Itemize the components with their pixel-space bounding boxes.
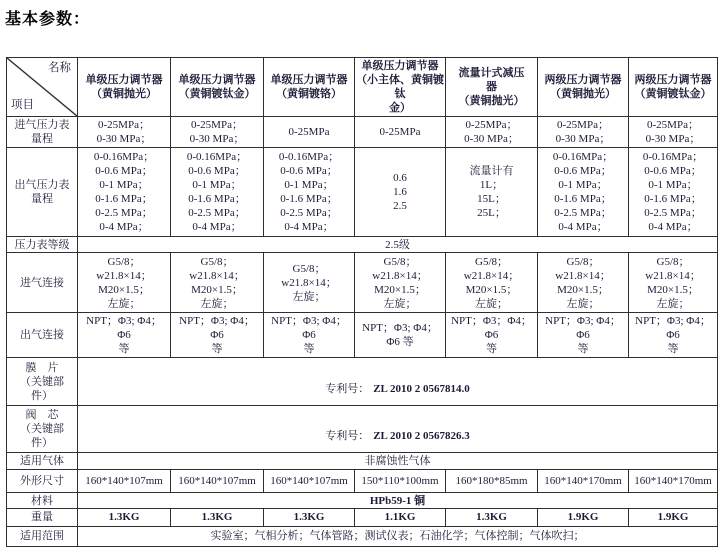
cell: 0-0.16MPa； 0-0.6 MPa； 0-1 MPa； 0-1.6 MPa； 0-2.5 MPa； 0-4 MPa；	[264, 148, 355, 237]
cell: NPT；Φ3; Φ4；Φ6 等	[355, 313, 446, 358]
cell: 160*140*170mm	[629, 470, 718, 493]
cell: 1.3KG	[78, 509, 171, 527]
row-label: 重量	[7, 509, 78, 527]
merged-cell: 实验室；气相分析；气体管路；测试仪表；石油化学；气体控制；气体吹扫；	[78, 527, 718, 547]
cell: 1.9KG	[538, 509, 629, 527]
table-row-application-scope	[7, 527, 718, 547]
row-label: 膜 片 （关键部 件）	[7, 358, 78, 406]
row-label: 出气压力表 量程	[7, 148, 78, 237]
patent-number: ZL 2010 2 0567826.3	[373, 430, 470, 442]
column-header: 两级压力调节器 （黄铜镀钛金）	[629, 58, 718, 117]
row-label: 压力表等级	[7, 237, 78, 253]
table-header-row	[7, 58, 718, 117]
merged-cell: HPb59-1 铜	[78, 493, 718, 509]
cell: G5/8； w21.8×14； 左旋；	[264, 253, 355, 313]
column-header: 单级压力调节器 （黄铜抛光）	[78, 58, 171, 117]
cell: NPT；Φ3; Φ4； Φ6 等	[264, 313, 355, 358]
cell: 流量计有 1L； 15L； 25L；	[446, 148, 538, 237]
row-label: 适用范围	[7, 527, 78, 547]
cell: NPT；Φ3; Φ4； Φ6 等	[538, 313, 629, 358]
cell: G5/8； w21.8×14； M20×1.5； 左旋；	[446, 253, 538, 313]
cell: 0-0.16MPa； 0-0.6 MPa； 0-1 MPa； 0-1.6 MPa； 0-2.5 MPa； 0-4 MPa；	[629, 148, 718, 237]
table-row-weight	[7, 509, 718, 527]
cell: NPT；Φ3; Φ4； Φ6 等	[629, 313, 718, 358]
row-label: 阀 芯 （关键部 件）	[7, 406, 78, 453]
table-row-material	[7, 493, 718, 509]
merged-cell-patent	[78, 406, 718, 453]
row-label: 适用气体	[7, 453, 78, 470]
cell: 0-25MPa； 0-30 MPa；	[629, 117, 718, 148]
table-row-dimensions	[7, 470, 718, 493]
table-row-applicable-gas	[7, 453, 718, 470]
cell: G5/8； w21.8×14； M20×1.5； 左旋；	[355, 253, 446, 313]
cell: 160*140*170mm	[538, 470, 629, 493]
patent-prefix: 专利号：	[325, 382, 370, 395]
cell: NPT；Φ3；Φ4；Φ6 等	[446, 313, 538, 358]
row-label: 出气连接	[7, 313, 78, 358]
cell: 0-25MPa； 0-30 MPa；	[446, 117, 538, 148]
cell: 0-25MPa； 0-30 MPa；	[78, 117, 171, 148]
patent-number: ZL 2010 2 0567814.0	[373, 382, 470, 395]
column-header: 两级压力调节器 （黄铜抛光）	[538, 58, 629, 117]
table-row-inlet-connection	[7, 253, 718, 313]
cell: 0-0.16MPa； 0-0.6 MPa； 0-1 MPa； 0-1.6 MPa； 0-2.5 MPa； 0-4 MPa；	[78, 148, 171, 237]
table-row-diaphragm	[7, 358, 718, 406]
cell: G5/8； w21.8×14； M20×1.5； 左旋；	[629, 253, 718, 313]
row-label: 外形尺寸	[7, 470, 78, 493]
cell: 0-25MPa； 0-30 MPa；	[538, 117, 629, 148]
row-label: 进气压力表 量程	[7, 117, 78, 148]
table-row-inlet-gauge-range	[7, 117, 718, 148]
cell: 0-25MPa	[355, 117, 446, 148]
cell: G5/8； w21.8×14； M20×1.5； 左旋；	[78, 253, 171, 313]
cell: 160*140*107mm	[78, 470, 171, 493]
cell: 1.9KG	[629, 509, 718, 527]
column-header: 单级压力调节器 （黄铜镀铬）	[264, 58, 355, 117]
column-header: 单级压力调节器 （黄铜镀钛金）	[171, 58, 264, 117]
column-header: 流量计式减压 器 （黄铜抛光）	[446, 58, 538, 117]
cell: 150*110*100mm	[355, 470, 446, 493]
merged-cell: 非腐蚀性气体	[78, 453, 718, 470]
cell: 0-0.16MPa； 0-0.6 MPa； 0-1 MPa； 0-1.6 MPa； 0-2.5 MPa； 0-4 MPa；	[171, 148, 264, 237]
table-row-outlet-gauge-range	[7, 148, 718, 237]
cell: 160*180*85mm	[446, 470, 538, 493]
cell: 1.3KG	[264, 509, 355, 527]
corner-name-label: 名称	[48, 62, 71, 74]
cell: 1.1KG	[355, 509, 446, 527]
column-header: 单级压力调节器 （小主体、黄铜镀钛 金）	[355, 58, 446, 117]
table-row-valve-core	[7, 406, 718, 453]
corner-header-cell	[7, 58, 78, 117]
cell: 0-25MPa； 0-30 MPa；	[171, 117, 264, 148]
corner-item-label: 项目	[11, 99, 34, 111]
cell: G5/8； w21.8×14； M20×1.5； 左旋；	[538, 253, 629, 313]
cell: G5/8； w21.8×14； M20×1.5； 左旋；	[171, 253, 264, 313]
row-label: 材料	[7, 493, 78, 509]
cell: NPT；Φ3; Φ4； Φ6 等	[78, 313, 171, 358]
table-row-gauge-grade	[7, 237, 718, 253]
cell: NPT；Φ3; Φ4； Φ6 等	[171, 313, 264, 358]
cell: 160*140*107mm	[264, 470, 355, 493]
cell: 1.3KG	[446, 509, 538, 527]
row-label: 进气连接	[7, 253, 78, 313]
cell: 1.3KG	[171, 509, 264, 527]
merged-cell: 2.5级	[78, 237, 718, 253]
table-row-outlet-connection	[7, 313, 718, 358]
cell: 0.6 1.6 2.5	[355, 148, 446, 237]
cell: 0-25MPa	[264, 117, 355, 148]
cell: 160*140*107mm	[171, 470, 264, 493]
page-title: 基本参数：	[5, 11, 91, 28]
basic-parameters-table	[6, 57, 718, 547]
merged-cell-patent	[78, 358, 718, 406]
patent-prefix: 专利号：	[325, 430, 370, 442]
cell: 0-0.16MPa； 0-0.6 MPa； 0-1 MPa； 0-1.6 MPa； 0-2.5 MPa； 0-4 MPa；	[538, 148, 629, 237]
